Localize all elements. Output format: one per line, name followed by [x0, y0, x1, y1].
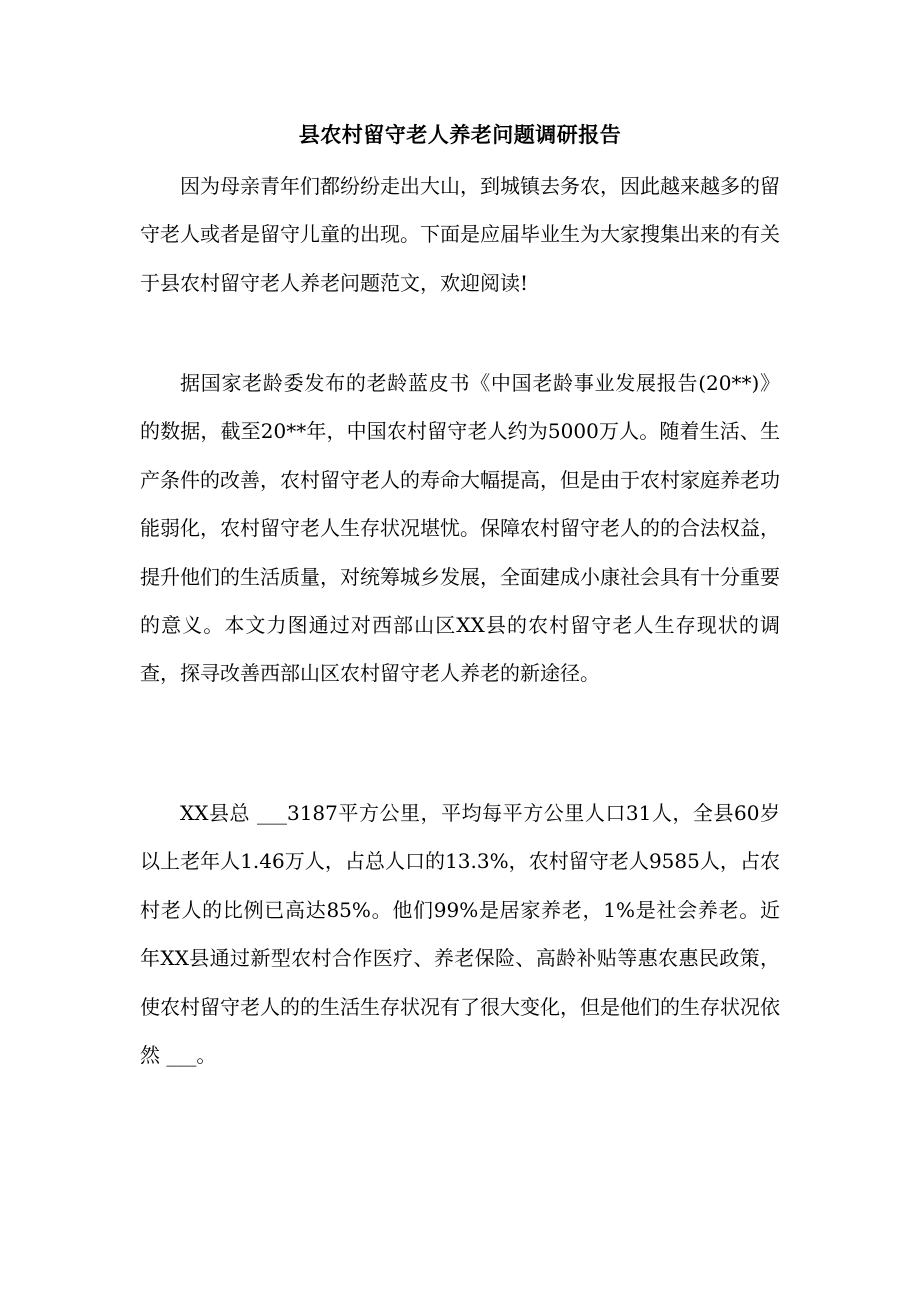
document-title: 县农村留守老人养老问题调研报告: [298, 122, 622, 147]
intro-paragraph: 因为母亲青年们都纷纷走出大山，到城镇去务农，因此越来越多的留守老人或者是留守儿童的出现。下面是应届毕业生为大家搜集出来的有关于县农村留守老人养老问题范文，欢迎阅读!: [140, 174, 780, 295]
county-statistics-paragraph: XX县总 ___3187平方公里，平均每平方公里人口31人，全县60岁以上老年人1.46万人，占总人口的13.3%，农村留守老人9585人，占农村老人的比例已高达85%。他们99%是居家养老，1%是社会养老。近年XX县通过新型农村合作医疗、养老保险、高龄补贴等惠农惠民政策，使农村留守老人的的生活生存状况有了很大变化，但是他们的生存状况依然 ___。: [140, 801, 780, 1068]
background-paragraph: 据国家老龄委发布的老龄蓝皮书《中国老龄事业发展报告(20**)》的数据，截至20**年，中国农村留守老人约为5000万人。随着生活、生产条件的改善，农村留守老人的寿命大幅提高，但是由于农村家庭养老功能弱化，农村留守老人生存状况堪忧。保障农村留守老人的的合法权益，提升他们的生活质量，对统筹城乡发展，全面建成小康社会具有十分重要的意义。本文力图通过对西部山区XX县的农村留守老人生存现状的调查，探寻改善西部山区农村留守老人养老的新途径。: [140, 371, 780, 686]
